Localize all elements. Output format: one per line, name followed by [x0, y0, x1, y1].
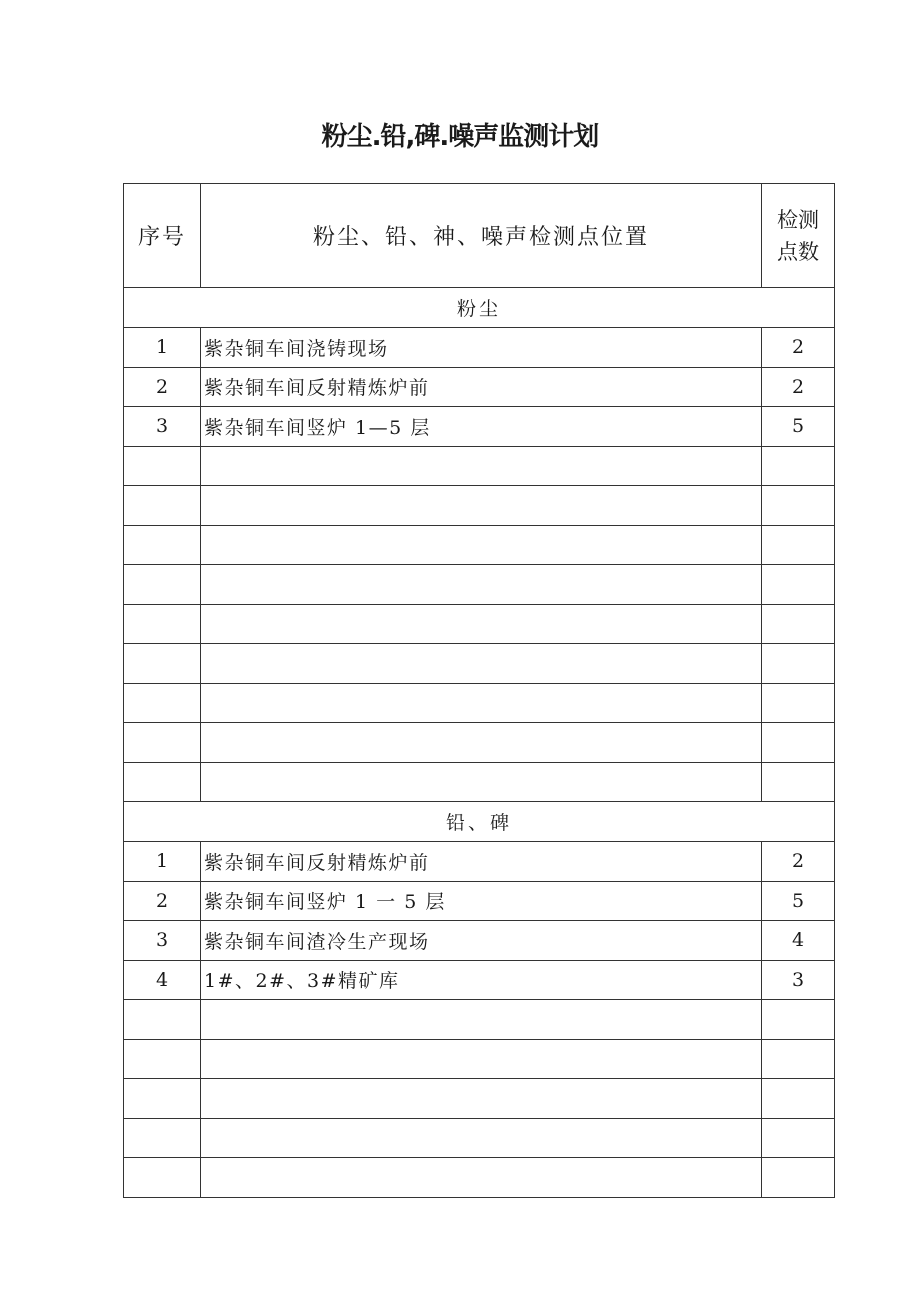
row-count — [762, 723, 835, 763]
row-location — [201, 1158, 762, 1198]
page-title: 粉尘.铅,碑.噪声监测计划 — [321, 122, 599, 152]
table-row — [124, 486, 835, 526]
row-index — [124, 683, 201, 723]
row-count — [762, 604, 835, 644]
header-count — [762, 184, 835, 288]
row-location: 紫杂铜车间反射精炼炉前 — [201, 367, 762, 407]
row-count — [762, 1158, 835, 1198]
row-location — [201, 604, 762, 644]
row-location — [201, 486, 762, 526]
row-location: 1#、2#、3#精矿库 — [201, 960, 762, 1000]
section-label: 粉尘 — [124, 288, 835, 328]
row-count: 3 — [762, 960, 835, 1000]
table-row — [124, 1118, 835, 1158]
header-count-line2: 点数 — [777, 239, 819, 264]
table-row — [124, 1079, 835, 1119]
row-location — [201, 723, 762, 763]
table-row — [124, 723, 835, 763]
row-index — [124, 1039, 201, 1079]
row-count — [762, 1118, 835, 1158]
row-count: 4 — [762, 921, 835, 961]
row-location: 紫杂铜车间浇铸现场 — [201, 328, 762, 368]
row-location — [201, 1039, 762, 1079]
row-location — [201, 1118, 762, 1158]
row-count — [762, 1079, 835, 1119]
row-location — [201, 565, 762, 605]
row-count: 2 — [762, 842, 835, 882]
row-location — [201, 762, 762, 802]
row-index: 2 — [124, 367, 201, 407]
table-row — [124, 367, 835, 407]
row-count — [762, 1000, 835, 1040]
table-row — [124, 328, 835, 368]
table-row — [124, 683, 835, 723]
table-row — [124, 921, 835, 961]
row-count — [762, 644, 835, 684]
header-count-line1: 检测 — [777, 207, 819, 232]
row-count: 5 — [762, 407, 835, 447]
table-row — [124, 604, 835, 644]
row-index — [124, 486, 201, 526]
row-count — [762, 446, 835, 486]
header-index: 序号 — [124, 184, 201, 288]
row-location: 紫杂铜车间竖炉 1 一 5 层 — [201, 881, 762, 921]
section-label: 铅、碑 — [124, 802, 835, 842]
row-count: 2 — [762, 328, 835, 368]
row-index — [124, 565, 201, 605]
table-row — [124, 407, 835, 447]
table-row — [124, 842, 835, 882]
monitoring-plan-table — [123, 183, 835, 1198]
row-index — [124, 762, 201, 802]
row-index — [124, 644, 201, 684]
row-index: 4 — [124, 960, 201, 1000]
row-index: 2 — [124, 881, 201, 921]
row-location: 紫杂铜车间反射精炼炉前 — [201, 842, 762, 882]
table-row — [124, 1039, 835, 1079]
table-row — [124, 644, 835, 684]
table-row — [124, 565, 835, 605]
header-row — [124, 184, 835, 288]
row-count: 5 — [762, 881, 835, 921]
section-header-row — [124, 802, 835, 842]
row-index — [124, 1079, 201, 1119]
row-location — [201, 644, 762, 684]
row-count: 2 — [762, 367, 835, 407]
row-count — [762, 486, 835, 526]
row-location: 紫杂铜车间竖炉 1—5 层 — [201, 407, 762, 447]
row-count — [762, 762, 835, 802]
row-count — [762, 525, 835, 565]
row-count — [762, 1039, 835, 1079]
table-row — [124, 525, 835, 565]
row-index — [124, 1000, 201, 1040]
row-location — [201, 1079, 762, 1119]
header-location: 粉尘、铅、神、噪声检测点位置 — [201, 184, 762, 288]
row-location: 紫杂铜车间渣冷生产现场 — [201, 921, 762, 961]
table-row — [124, 1000, 835, 1040]
row-index — [124, 1158, 201, 1198]
row-index — [124, 446, 201, 486]
row-index — [124, 1118, 201, 1158]
table-row — [124, 446, 835, 486]
row-index — [124, 604, 201, 644]
row-location — [201, 683, 762, 723]
table-row — [124, 960, 835, 1000]
row-index: 3 — [124, 407, 201, 447]
table-row — [124, 881, 835, 921]
table-row — [124, 1158, 835, 1198]
section-header-row — [124, 288, 835, 328]
row-index: 3 — [124, 921, 201, 961]
table-row — [124, 762, 835, 802]
table-body — [124, 184, 835, 1198]
row-location — [201, 446, 762, 486]
row-count — [762, 683, 835, 723]
row-index: 1 — [124, 842, 201, 882]
row-index: 1 — [124, 328, 201, 368]
row-location — [201, 1000, 762, 1040]
row-count — [762, 565, 835, 605]
row-index — [124, 525, 201, 565]
row-location — [201, 525, 762, 565]
row-index — [124, 723, 201, 763]
